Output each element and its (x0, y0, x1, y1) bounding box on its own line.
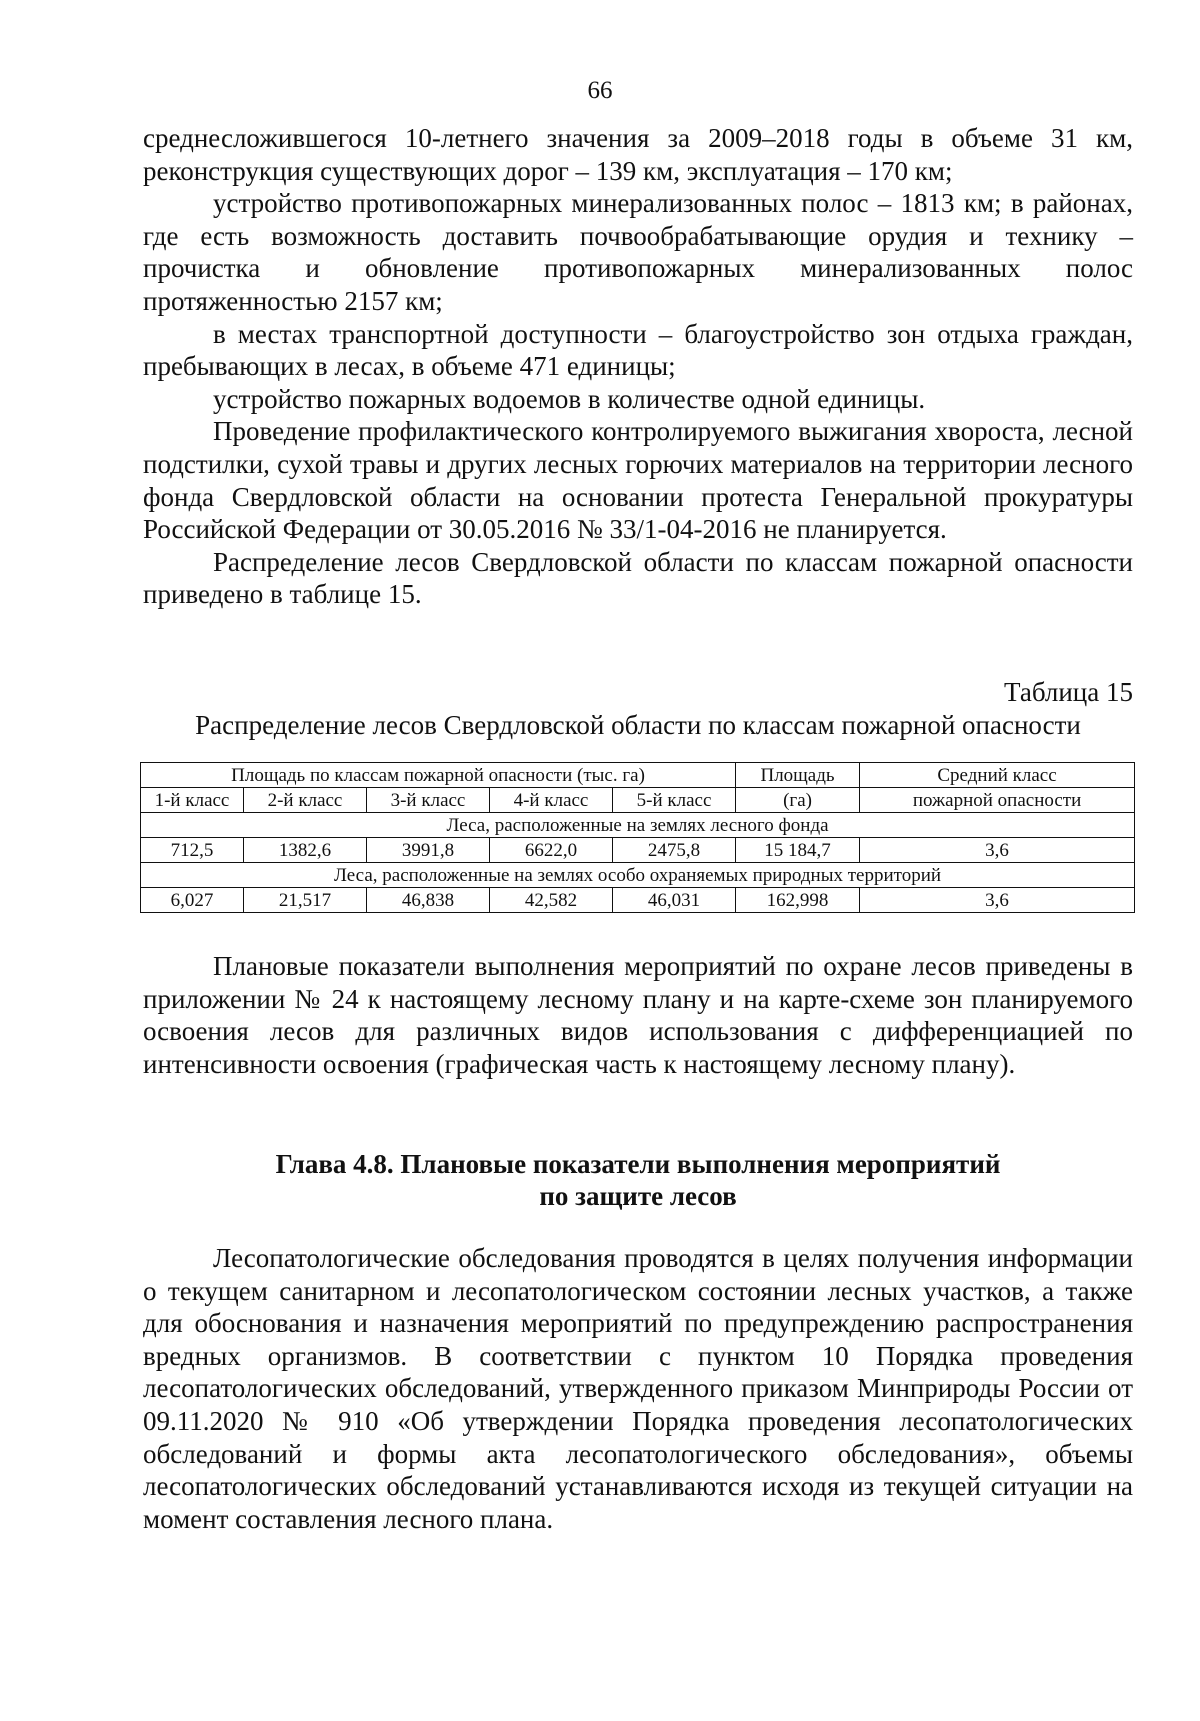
table-section-row (141, 813, 1135, 838)
avg-class-header-line-2: пожарной опасности (860, 788, 1135, 813)
paragraph: устройство противопожарных минерализованных полос – 1813 км; в районах, где есть возможность доставить почвообрабатывающие орудия и технику – прочистка и обновление противопожарных минерализованных полос протяженностью 2157 км; (143, 188, 1133, 316)
table-cell: 6622,0 (490, 838, 613, 863)
chapter-heading-line-1: Глава 4.8. Плановые показатели выполнения мероприятий (275, 1149, 1001, 1179)
avg-class-header-line-1: Средний класс (860, 763, 1135, 788)
table-cell: 15 184,7 (736, 838, 860, 863)
section-title-cell: Леса, расположенные на землях особо охраняемых природных территорий (141, 863, 1135, 888)
table-section-row (141, 863, 1135, 888)
text-block-fire-measures (143, 122, 1133, 611)
class-header: 2-й класс (244, 788, 367, 813)
table-title: Распределение лесов Свердловской области по классам пожарной опасности (195, 710, 1081, 740)
chapter-heading (143, 1148, 1133, 1212)
paragraph: Проведение профилактического контролируемого выжигания хвороста, лесной подстилки, сухой травы и других лесных горючих материалов на территории лесного фонда Свердловской области на основании протеста Генеральной прокуратуры Российской Федерации от 30.05.2016 № 33/1-04-2016 не планируется. (143, 416, 1133, 545)
page-number: 66 (587, 77, 613, 104)
paragraph: Плановые показатели выполнения мероприятий по охране лесов приведены в приложении № 24 к настоящему лесному плану и на карте-схеме зон планируемого освоения лесов для различных видов использования с дифференциацией по интенсивности освоения (графическая часть к настоящему лесному плану). (143, 951, 1133, 1079)
table-cell: 712,5 (141, 838, 244, 863)
table-cell: 162,998 (736, 888, 860, 913)
paragraph: в местах транспортной доступности – благоустройство зон отдыха граждан, пребывающих в лесах, в объеме 471 единицы; (143, 318, 1133, 382)
table-cell: 2475,8 (613, 838, 736, 863)
table-cell: 6,027 (141, 888, 244, 913)
header-group-cell: Площадь по классам пожарной опасности (тыс. га) (141, 763, 736, 788)
class-header: 1-й класс (141, 788, 244, 813)
table-cell: 1382,6 (244, 838, 367, 863)
text-block-forest-surveys (143, 1242, 1133, 1535)
table-row (141, 838, 1135, 863)
table-cell: 3,6 (860, 888, 1135, 913)
table-cell: 46,031 (613, 888, 736, 913)
class-header: 3-й класс (367, 788, 490, 813)
paragraph: Лесопатологические обследования проводятся в целях получения информации о текущем санитарном и лесопатологическом состоянии лесных участков, а также для обоснования и назначения мероприятий по предупреждению распространения вредных организмов. В соответствии с пунктом 10 Порядка проведения лесопатологических обследований, утвержденного приказом Минприроды России от 09.11.2020 № 910 «Об утверждении Порядка проведения лесопатологических обследований и формы акта лесопатологического обследования», объемы лесопатологических обследований устанавливаются исходя из текущей ситуации на момент составления лесного плана. (143, 1243, 1133, 1534)
table-header-row-2 (141, 788, 1135, 813)
paragraph: устройство пожарных водоемов в количестве одной единицы. (213, 383, 926, 414)
table-label: Таблица 15 (1004, 677, 1133, 707)
table-cell: 3991,8 (367, 838, 490, 863)
table-cell: 42,582 (490, 888, 613, 913)
class-header: 5-й класс (613, 788, 736, 813)
chapter-heading-line-2: по защите лесов (539, 1181, 737, 1211)
fire-danger-table (140, 762, 1135, 913)
section-title-cell: Леса, расположенные на землях лесного фонда (141, 813, 1135, 838)
text-block-protection-indicators (143, 950, 1133, 1080)
table-header-row-1 (141, 763, 1135, 788)
class-header: 4-й класс (490, 788, 613, 813)
table-cell: 3,6 (860, 838, 1135, 863)
paragraph: среднесложившегося 10-летнего значения за 2009–2018 годы в объеме 31 км, реконструкция существующих дорог – 139 км, эксплуатация – 170 км; (143, 123, 1133, 186)
table-cell: 21,517 (244, 888, 367, 913)
area-header-line-1: Площадь (736, 763, 860, 788)
area-header-line-2: (га) (736, 788, 860, 813)
table-row (141, 888, 1135, 913)
table-cell: 46,838 (367, 888, 490, 913)
paragraph: Распределение лесов Свердловской области по классам пожарной опасности приведено в таблице 15. (143, 546, 1133, 610)
